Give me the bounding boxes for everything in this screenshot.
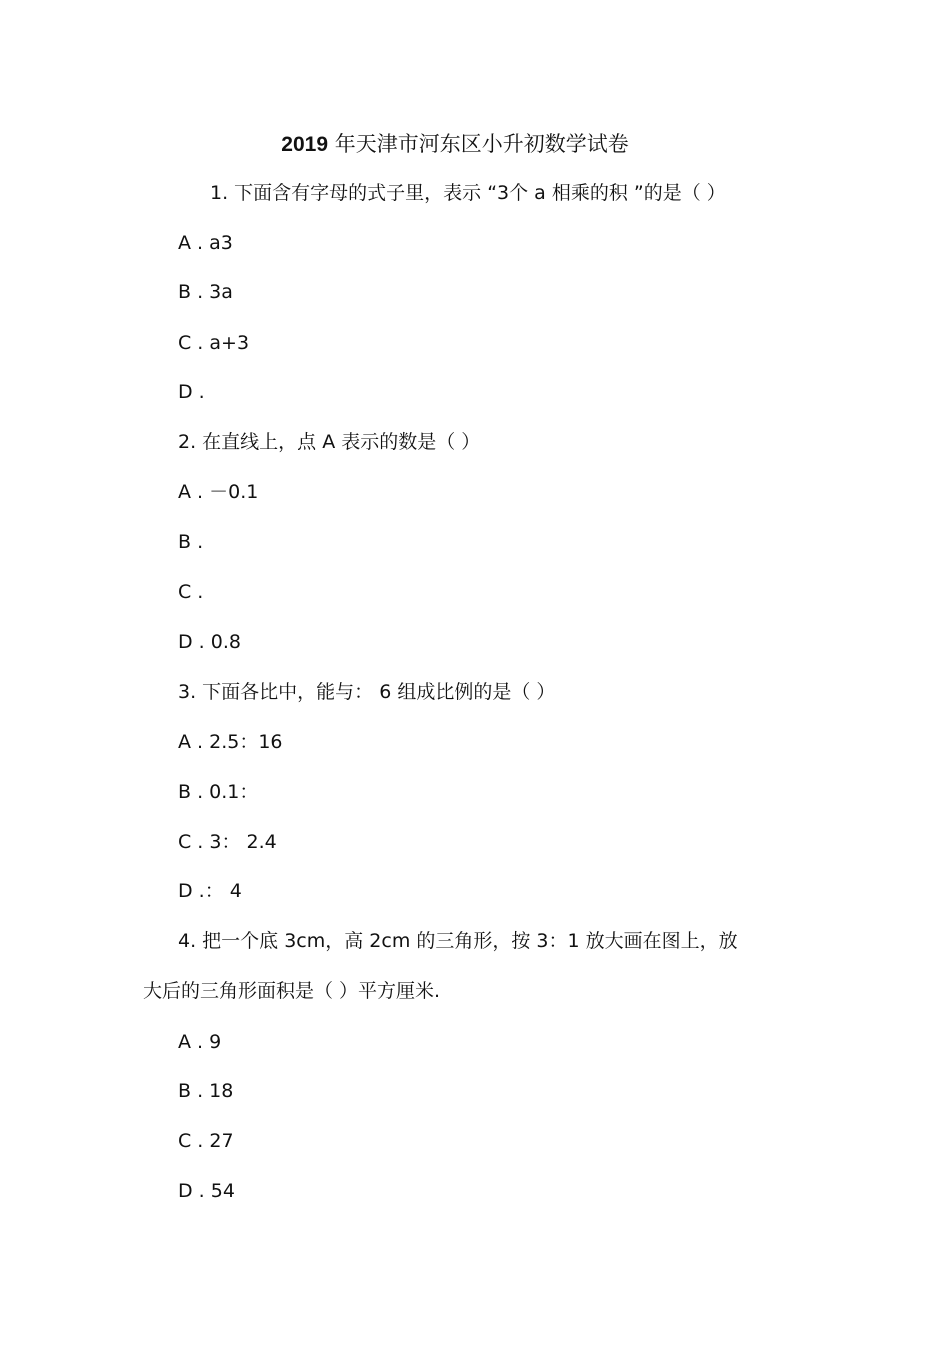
question-4-option-d: D . 54: [178, 1180, 235, 1202]
question-1-option-a: A . a3: [178, 232, 233, 254]
question-2-option-c: C .: [178, 581, 204, 603]
title-year: 2019: [281, 133, 329, 156]
question-1-option-c: C . a+3: [178, 332, 250, 354]
question-2-stem: 2. 在直线上，点 A 表示的数是（ ）: [178, 431, 481, 453]
question-3-option-b: B . 0.1：: [178, 781, 259, 803]
question-1-option-d: D .: [178, 381, 205, 403]
question-4-option-a: A . 9: [178, 1031, 222, 1053]
question-4-option-c: C . 27: [178, 1130, 234, 1152]
question-3-stem: 3. 下面各比中，能与： 6 组成比例的是（ ）: [178, 681, 556, 703]
title-text: 年天津市河东区小升初数学试卷: [334, 132, 629, 156]
question-2-option-b: B .: [178, 531, 204, 553]
question-2-option-a: A . －0.1: [178, 481, 259, 503]
question-3-option-a: A . 2.5：16: [178, 731, 283, 753]
question-4-stem: 4. 把一个底 3cm，高 2cm 的三角形，按 3：1 放大画在图上，放: [178, 930, 738, 952]
question-1-option-b: B . 3a: [178, 281, 233, 303]
question-3-option-c: C . 3： 2.4: [178, 831, 277, 853]
question-4-stem-continued: 大后的三角形面积是（ ）平方厘米.: [143, 980, 441, 1002]
question-3-option-d: D .： 4: [178, 880, 242, 902]
question-1-stem: 1. 下面含有字母的式子里，表示 “3个 a 相乘的积 ”的是（ ）: [210, 182, 726, 204]
page-title: [0, 128, 910, 161]
question-4-option-b: B . 18: [178, 1080, 234, 1102]
question-2-option-d: D . 0.8: [178, 631, 241, 653]
